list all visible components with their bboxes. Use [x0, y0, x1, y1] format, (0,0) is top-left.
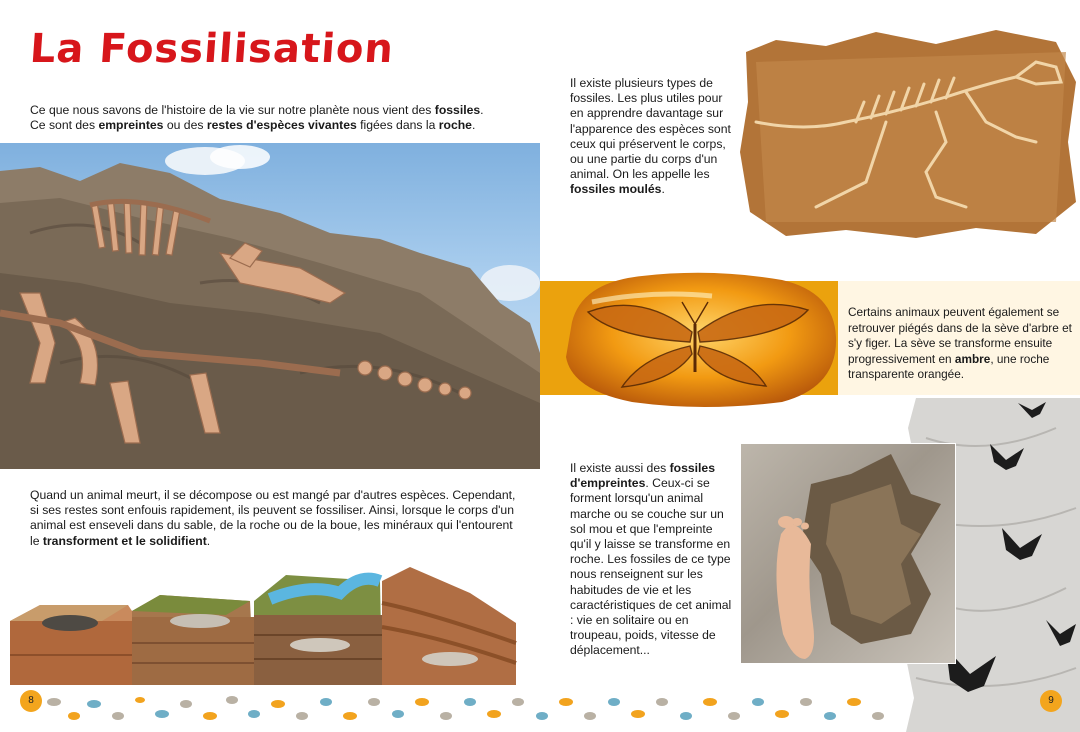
cliff-fossil-photo	[0, 143, 540, 469]
fossilization-stages-illustration	[10, 563, 530, 685]
page-title: La Fossilisation	[28, 26, 396, 72]
page-number-right: 9	[1040, 690, 1062, 712]
amber-butterfly-photo	[552, 262, 842, 412]
fossilization-process-paragraph: Quand un animal meurt, il se décompose ou est mangé par d'autres espèces. Cependant, si ses restes sont enfouis rapidement, ils peuvent se fossiliser. Ainsi, lorsque le corps d'un animal est enseveli dans du sable, de la roche ou de la boue, les minéraux qui l'entourent le transforment et le solidifient.	[30, 488, 516, 548]
page-number-left: 8	[20, 690, 42, 712]
intro-paragraph: Ce que nous savons de l'histoire de la vie sur notre planète nous vient des fossiles. Ce sont des empreintes ou des restes d'espèces vivantes figées dans la roche.	[30, 103, 484, 133]
amber-paragraph: Certains animaux peuvent également se retrouver piégés dans de la sève d'arbre et s'y figer. La sève se transforme ensuite progressivement en ambre, une roche transparente orangée.	[848, 305, 1072, 381]
footprint-foot-photo	[740, 443, 956, 664]
cast-fossil-paragraph: Il existe plusieurs types de fossiles. Les plus utiles pour en apprendre davantage sur l'apparence des espèces sont ceux qui préservent le corps, ou une partie du corps d'un animal. On les appelle les fossiles moulés.	[570, 76, 731, 197]
cast-fossil-photo	[736, 22, 1080, 242]
footprint-fossil-paragraph: Il existe aussi des fossiles d'empreintes. Ceux-ci se forment lorsqu'un animal marche ou se couche sur un sol mou et que l'empreinte qu'il y laisse se transforme en roche. Les fossiles de ce type nous renseignent sur les habitudes de vie et les caractéristiques de cet animal : vie en solitaire ou en troupeau, poids, vitesse de déplacement...	[570, 461, 732, 658]
pebble-border-decoration	[44, 690, 904, 726]
